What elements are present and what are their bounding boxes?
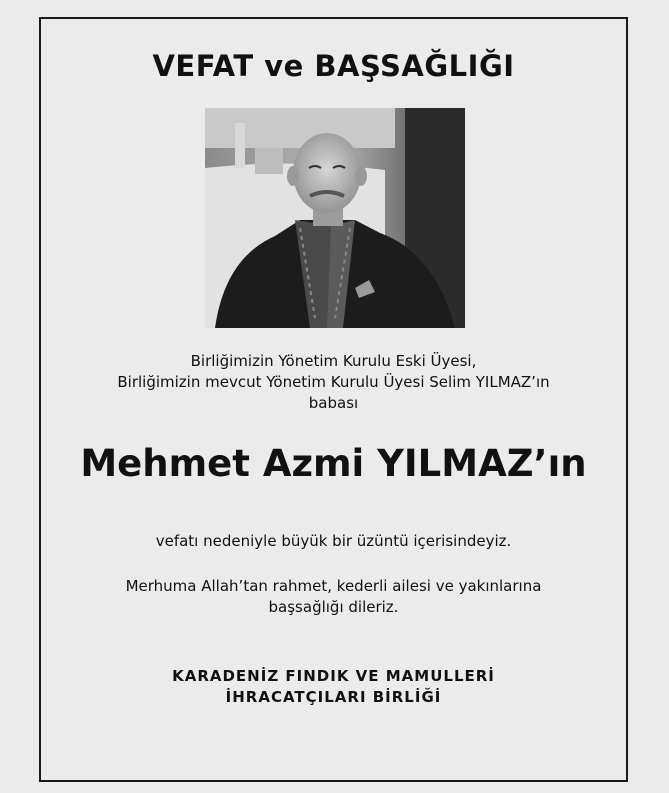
condolence-line-2: başsağlığı dileriz. <box>268 598 399 616</box>
notice-frame <box>39 17 628 782</box>
condolence-line-1: Merhuma Allah’tan rahmet, kederli ailesi ve yakınlarına <box>125 577 542 595</box>
organization-line-1: KARADENİZ FINDIK VE MAMULLERİ <box>172 667 495 685</box>
intro-line-2: Birliğimizin mevcut Yönetim Kurulu Üyesi Selim YILMAZ’ın <box>117 373 550 391</box>
deceased-name: Mehmet Azmi YILMAZ’ın <box>80 442 587 485</box>
organization-signature <box>41 666 626 708</box>
condolence-paragraph-1: vefatı nedeniyle büyük bir üzüntü içerisindeyiz. <box>155 532 512 550</box>
intro-line-1: Birliğimizin Yönetim Kurulu Eski Üyesi, <box>190 352 477 370</box>
intro-text <box>41 351 626 414</box>
condolence-paragraph-2 <box>41 576 626 618</box>
notice-title: VEFAT ve BAŞSAĞLIĞI <box>152 49 515 83</box>
organization-line-2: İHRACATÇILARI BİRLİĞİ <box>225 688 442 706</box>
portrait-photo <box>205 108 465 328</box>
portrait-illustration <box>205 108 465 328</box>
intro-line-3: babası <box>308 394 359 412</box>
